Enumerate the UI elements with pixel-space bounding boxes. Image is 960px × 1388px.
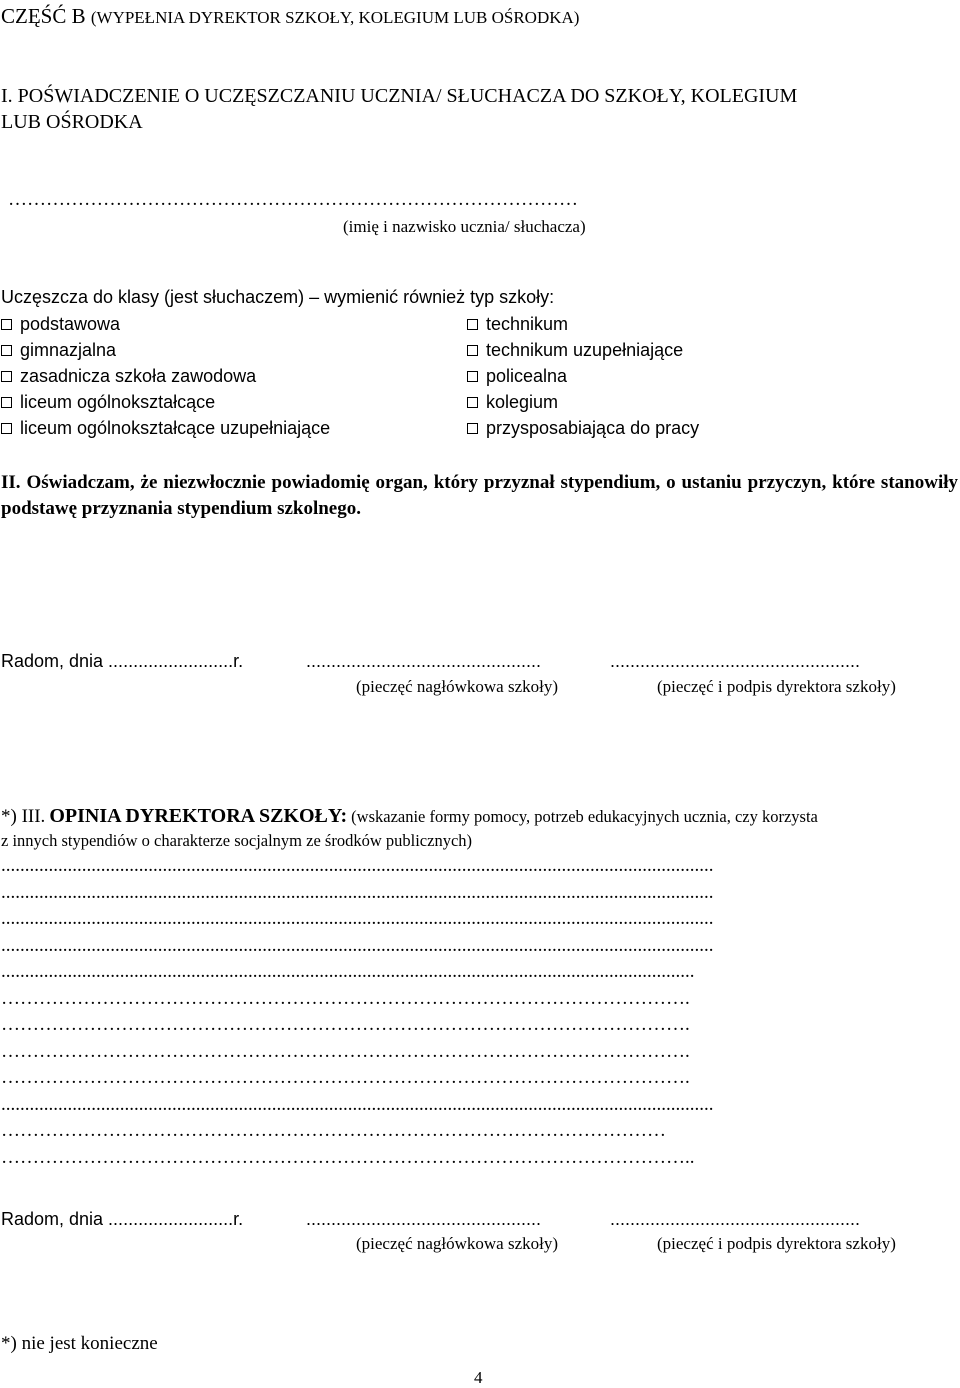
option-technikum[interactable]: technikum	[467, 314, 568, 335]
checkbox-icon[interactable]	[467, 397, 478, 408]
place-date-1[interactable]: Radom, dnia .........................r.	[1, 651, 244, 671]
option-liceum-uzup[interactable]: liceum ogólnokształcące uzupełniające	[1, 418, 330, 439]
stamp-caption-1: (pieczęć nagłówkowa szkoły)	[356, 677, 559, 696]
checkbox-icon[interactable]	[467, 423, 478, 434]
opinion-line[interactable]: ......................................................................................................................................................	[1, 881, 714, 903]
place-date-2[interactable]: Radom, dnia .........................r.	[1, 1209, 244, 1229]
option-kolegium[interactable]: kolegium	[467, 392, 558, 413]
checkbox-icon[interactable]	[1, 397, 12, 408]
option-podstawowa[interactable]: podstawowa	[1, 314, 120, 335]
stamp-field-2[interactable]: ...............................................	[306, 1209, 542, 1229]
director-signature-field-2[interactable]: ..................................................	[610, 1209, 861, 1229]
section1-title-line1: I. POŚWIADCZENIE O UCZĘSZCZANIU UCZNIA/ SŁUCHACZA DO SZKOŁY, KOLEGIUM	[1, 85, 798, 107]
section3-desc-line2: z innych stypendiów o charakterze socjalnym ze środków publicznych)	[1, 831, 473, 850]
option-gimnazjalna[interactable]: gimnazjalna	[1, 340, 116, 361]
opinion-line[interactable]: ......................................................................................................................................................	[1, 908, 714, 929]
checkbox-icon[interactable]	[467, 345, 478, 356]
opinion-line[interactable]: ……………………………………………………………………………………………	[1, 1120, 666, 1141]
checkbox-icon[interactable]	[467, 319, 478, 330]
opinion-line[interactable]: ……………………………………………………………………………………………….	[1, 1040, 690, 1062]
section2-text: Oświadczam, że niezwłocznie powiadomię organ, który przyznał stypendium, o ustaniu przyczyn, które stanowiły podstawę przyznania stypendium szkolnego.	[1, 472, 958, 519]
opinion-line[interactable]: ……………………………………………………………………………………………….	[1, 987, 690, 1009]
checkbox-icon[interactable]	[1, 423, 12, 434]
part-b-label: CZĘŚĆ B	[1, 4, 86, 28]
attends-label: Uczęszcza do klasy (jest słuchaczem) – wymienić również typ szkoły:	[1, 287, 555, 307]
part-heading	[1, 4, 579, 29]
opinion-line[interactable]: ……………………………………………………………………………………………….	[1, 1014, 690, 1035]
option-zasadnicza[interactable]: zasadnicza szkoła zawodowa	[1, 366, 256, 387]
section2-number: II.	[1, 472, 21, 493]
director-signature-field-1[interactable]: ..................................................	[610, 651, 861, 671]
opinion-line[interactable]: ......................................................................................................................................................	[1, 1093, 714, 1115]
option-liceum[interactable]: liceum ogólnokształcące	[1, 392, 215, 413]
checkbox-icon[interactable]	[1, 345, 12, 356]
section3-marker: *) III.	[1, 806, 46, 827]
student-name-caption: (imię i nazwisko ucznia/ słuchacza)	[343, 217, 586, 236]
opinion-line[interactable]: ………………………………………………………………………………………………..	[1, 1146, 695, 1168]
footnote: *) nie jest konieczne	[1, 1333, 158, 1354]
page-number: 4	[474, 1368, 483, 1387]
student-name-field[interactable]: ………………………………………………………………………………	[8, 189, 578, 210]
stamp-caption-2: (pieczęć nagłówkowa szkoły)	[356, 1234, 559, 1253]
section2-statement	[1, 470, 958, 522]
opinion-line[interactable]: ..................................................................................................................................................	[1, 961, 695, 982]
option-technikum-uzup[interactable]: technikum uzupełniające	[467, 340, 683, 361]
stamp-field-1[interactable]: ...............................................	[306, 651, 542, 671]
checkbox-icon[interactable]	[1, 371, 12, 382]
option-przysposabiajaca[interactable]: przysposabiająca do pracy	[467, 418, 699, 439]
opinion-line[interactable]: ……………………………………………………………………………………………….	[1, 1067, 690, 1088]
checkbox-icon[interactable]	[467, 371, 478, 382]
section3-title: OPINIA DYREKTORA SZKOŁY:	[49, 805, 348, 827]
opinion-line[interactable]: ......................................................................................................................................................	[1, 855, 714, 876]
section1-title-line2: LUB OŚRODKA	[1, 111, 143, 133]
director-caption-1: (pieczęć i podpis dyrektora szkoły)	[657, 677, 896, 696]
section3-header	[1, 805, 959, 829]
opinion-lines[interactable]	[1, 853, 959, 1171]
checkbox-icon[interactable]	[1, 319, 12, 330]
part-b-note: (WYPEŁNIA DYREKTOR SZKOŁY, KOLEGIUM LUB OŚRODKA)	[90, 8, 580, 27]
section3-desc-line1: (wskazanie formy pomocy, potrzeb edukacyjnych ucznia, czy korzysta	[351, 807, 818, 826]
option-policealna[interactable]: policealna	[467, 366, 567, 387]
opinion-line[interactable]: ......................................................................................................................................................	[1, 934, 714, 956]
director-caption-2: (pieczęć i podpis dyrektora szkoły)	[657, 1234, 896, 1253]
